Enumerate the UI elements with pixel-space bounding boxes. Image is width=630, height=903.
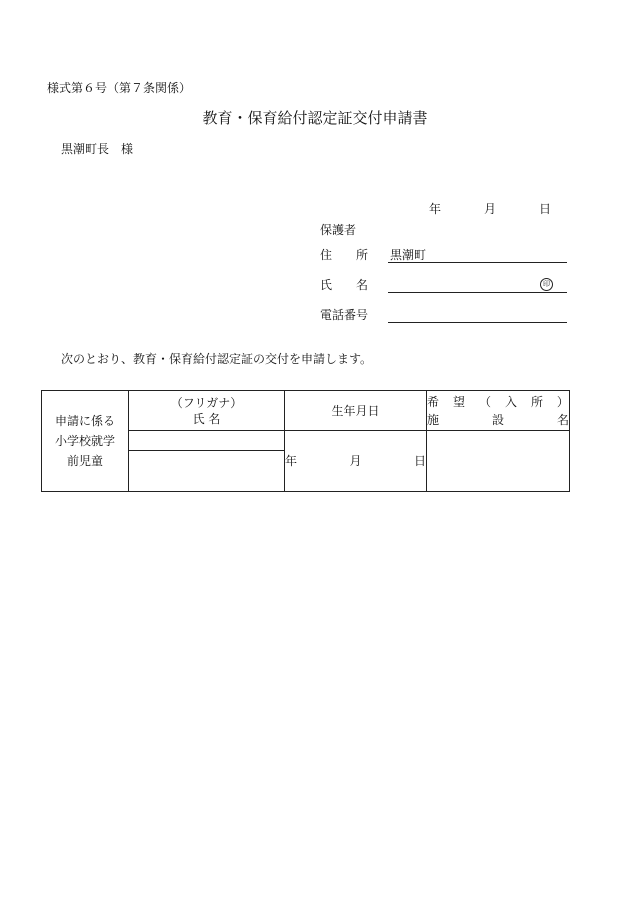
child-header-line-2: 小学校就学 <box>54 434 115 448</box>
address-label <box>320 249 368 261</box>
phone-field[interactable] <box>388 308 567 323</box>
child-header-line-1: 申請に係る <box>54 414 115 428</box>
guardian-label: 保護者 <box>320 223 357 237</box>
facility-h1-5: 所 <box>530 394 543 409</box>
facility-h1-2: 望 <box>452 394 465 409</box>
facility-name-cell[interactable] <box>427 431 570 492</box>
addressee: 黒潮町長 様 <box>61 142 134 156</box>
phone-label: 電話番号 <box>320 308 369 322</box>
dob-day-label: 日 <box>413 454 426 468</box>
child-row-header <box>42 391 129 492</box>
address-field[interactable] <box>388 248 567 263</box>
facility-h1-6: ） <box>556 394 569 409</box>
document-title: 教育・保育給付認定証交付申請書 <box>202 109 428 127</box>
form-number: 様式第６号（第７条関係） <box>47 81 192 95</box>
facility-h1-1: 希 <box>427 394 440 409</box>
facility-h1-3: （ <box>478 394 491 409</box>
child-name-header <box>129 391 285 431</box>
date-year-label: 年 <box>429 202 442 216</box>
name-field[interactable] <box>388 278 567 293</box>
facility-h2-1: 施 <box>427 412 440 427</box>
facility-header <box>427 391 570 431</box>
dob-month-label: 月 <box>349 454 362 468</box>
date-month-label: 月 <box>484 202 497 216</box>
facility-h2-3: 名 <box>556 412 569 427</box>
child-header-line-3: 前児童 <box>66 454 103 468</box>
facility-h1-4: 入 <box>504 394 517 409</box>
name-label-char-2: 名 <box>356 278 369 292</box>
child-name-cell[interactable] <box>129 451 285 492</box>
dob-header: 生年月日 <box>285 391 427 431</box>
name-label-char-1: 氏 <box>320 278 333 292</box>
dob-year-label: 年 <box>285 454 298 468</box>
name-header-char-2: 名 <box>208 411 221 426</box>
facility-h2-2: 設 <box>491 412 504 427</box>
address-label-char-2: 所 <box>356 248 369 262</box>
address-value: 黒潮町 <box>390 248 427 262</box>
furigana-header: （フリガナ） <box>170 395 243 410</box>
seal-mark: 印 <box>540 278 553 291</box>
address-label-char-1: 住 <box>320 248 333 262</box>
name-label <box>320 279 368 291</box>
child-furigana-cell[interactable] <box>129 431 285 451</box>
date-day-label: 日 <box>539 202 552 216</box>
name-header-char-1: 氏 <box>192 411 205 426</box>
child-info-table <box>41 390 570 492</box>
application-statement: 次のとおり、教育・保育給付認定証の交付を申請します。 <box>61 352 373 366</box>
child-dob-cell[interactable] <box>285 431 427 492</box>
